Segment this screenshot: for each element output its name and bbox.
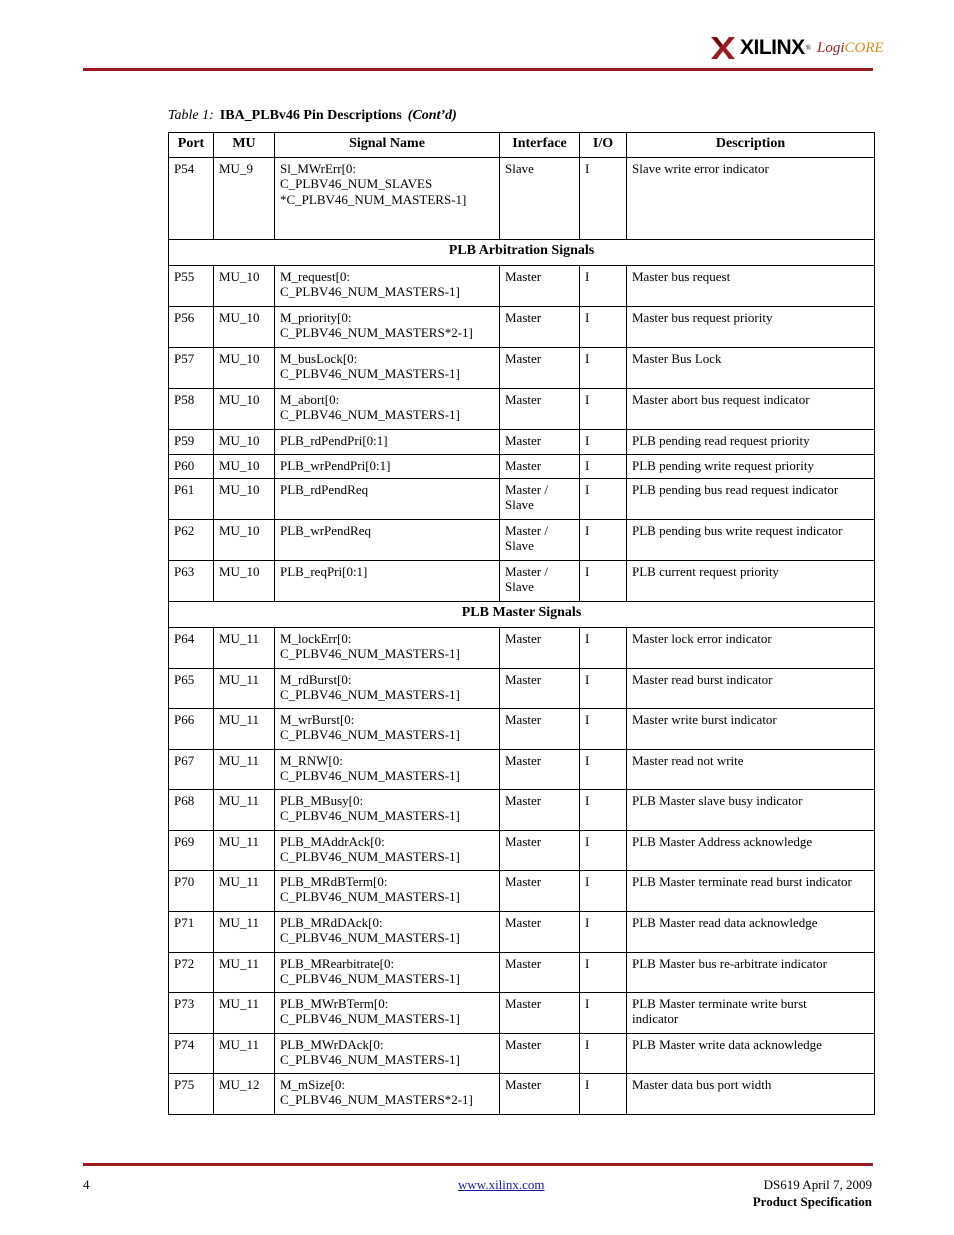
port-cell: P67 xyxy=(169,749,214,789)
port-cell: P68 xyxy=(169,789,214,830)
signal-name-cell: M_abort[0: C_PLBV46_NUM_MASTERS-1] xyxy=(275,388,500,429)
mu-cell: MU_10 xyxy=(214,388,275,429)
mu-cell: MU_11 xyxy=(214,668,275,708)
interface-cell: Master xyxy=(500,870,580,911)
description-cell: PLB Master slave busy indicator xyxy=(627,789,875,830)
description-cell: Master write burst indicator xyxy=(627,708,875,749)
table-row xyxy=(169,830,875,870)
mu-cell: MU_11 xyxy=(214,870,275,911)
port-cell: P73 xyxy=(169,992,214,1033)
description-cell: PLB pending write request priority xyxy=(627,454,875,478)
io-cell: I xyxy=(580,429,627,454)
description-cell: PLB pending bus write request indicator xyxy=(627,519,875,560)
footer-rule xyxy=(83,1163,873,1166)
interface-cell: Master xyxy=(500,952,580,992)
signal-name-cell: PLB_MAddrAck[0: C_PLBV46_NUM_MASTERS-1] xyxy=(275,830,500,870)
signal-name-cell: M_rdBurst[0: C_PLBV46_NUM_MASTERS-1] xyxy=(275,668,500,708)
io-cell: I xyxy=(580,265,627,306)
table-row xyxy=(169,952,875,992)
table-row xyxy=(169,306,875,347)
interface-cell: Master / Slave xyxy=(500,478,580,519)
io-cell: I xyxy=(580,347,627,388)
table-row xyxy=(169,870,875,911)
table-row xyxy=(169,478,875,519)
table-row xyxy=(169,560,875,601)
interface-cell: Master xyxy=(500,708,580,749)
description-cell: Slave write error indicator xyxy=(627,157,875,239)
interface-cell: Master xyxy=(500,1033,580,1073)
description-cell: Master data bus port width xyxy=(627,1073,875,1114)
interface-cell: Master xyxy=(500,789,580,830)
interface-cell: Master xyxy=(500,668,580,708)
port-cell: P54 xyxy=(169,157,214,239)
io-cell: I xyxy=(580,560,627,601)
io-cell: I xyxy=(580,157,627,239)
column-header: Signal Name xyxy=(275,133,500,158)
mu-cell: MU_11 xyxy=(214,992,275,1033)
io-cell: I xyxy=(580,454,627,478)
interface-cell: Master xyxy=(500,749,580,789)
port-cell: P56 xyxy=(169,306,214,347)
interface-cell: Master xyxy=(500,306,580,347)
signal-name-cell: M_lockErr[0: C_PLBV46_NUM_MASTERS-1] xyxy=(275,627,500,668)
table-row xyxy=(169,749,875,789)
mu-cell: MU_11 xyxy=(214,911,275,952)
mu-cell: MU_11 xyxy=(214,627,275,668)
description-cell: Master lock error indicator xyxy=(627,627,875,668)
description-cell: Master read burst indicator xyxy=(627,668,875,708)
io-cell: I xyxy=(580,789,627,830)
port-cell: P55 xyxy=(169,265,214,306)
interface-cell: Master xyxy=(500,454,580,478)
mu-cell: MU_12 xyxy=(214,1073,275,1114)
signal-name-cell: M_request[0: C_PLBV46_NUM_MASTERS-1] xyxy=(275,265,500,306)
description-cell: Master bus request priority xyxy=(627,306,875,347)
interface-cell: Master xyxy=(500,911,580,952)
mu-cell: MU_10 xyxy=(214,519,275,560)
mu-cell: MU_11 xyxy=(214,789,275,830)
document-id-date: DS619 April 7, 2009 xyxy=(763,1177,872,1192)
xilinx-logicore-logo xyxy=(710,34,884,62)
signal-name-cell: PLB_MBusy[0: C_PLBV46_NUM_MASTERS-1] xyxy=(275,789,500,830)
table-row xyxy=(169,157,875,239)
mu-cell: MU_10 xyxy=(214,429,275,454)
port-cell: P71 xyxy=(169,911,214,952)
logicore-wordmark xyxy=(817,40,884,57)
column-header: Port xyxy=(169,133,214,158)
signal-name-cell: PLB_MRdDAck[0: C_PLBV46_NUM_MASTERS-1] xyxy=(275,911,500,952)
table-title: IBA_PLBv46 Pin Descriptions xyxy=(219,108,402,123)
mu-cell: MU_11 xyxy=(214,952,275,992)
io-cell: I xyxy=(580,992,627,1033)
column-header: Description xyxy=(627,133,875,158)
column-header: MU xyxy=(214,133,275,158)
interface-cell: Master xyxy=(500,429,580,454)
table-continued: (Cont’d) xyxy=(407,108,457,123)
signal-name-cell: M_busLock[0: C_PLBV46_NUM_MASTERS-1] xyxy=(275,347,500,388)
description-cell: Master abort bus request indicator xyxy=(627,388,875,429)
description-cell: PLB pending bus read request indicator xyxy=(627,478,875,519)
signal-name-cell: PLB_MWrDAck[0: C_PLBV46_NUM_MASTERS-1] xyxy=(275,1033,500,1073)
io-cell: I xyxy=(580,749,627,789)
table-row xyxy=(169,789,875,830)
signal-name-cell: M_wrBurst[0: C_PLBV46_NUM_MASTERS-1] xyxy=(275,708,500,749)
table-row xyxy=(169,992,875,1033)
io-cell: I xyxy=(580,1073,627,1114)
section-heading: PLB Master Signals xyxy=(169,601,875,627)
interface-cell: Master xyxy=(500,388,580,429)
page-number: 4 xyxy=(83,1177,90,1192)
io-cell: I xyxy=(580,830,627,870)
port-cell: P62 xyxy=(169,519,214,560)
interface-cell: Master xyxy=(500,830,580,870)
port-cell: P64 xyxy=(169,627,214,668)
signal-name-cell: PLB_MRdBTerm[0: C_PLBV46_NUM_MASTERS-1] xyxy=(275,870,500,911)
column-header: Interface xyxy=(500,133,580,158)
io-cell: I xyxy=(580,519,627,560)
interface-cell: Master xyxy=(500,347,580,388)
logicore-suffix: CORE xyxy=(844,39,884,56)
table-row xyxy=(169,347,875,388)
signal-name-cell: M_mSize[0: C_PLBV46_NUM_MASTERS*2-1] xyxy=(275,1073,500,1114)
description-cell: PLB Master bus re-arbitrate indicator xyxy=(627,952,875,992)
signal-name-cell: PLB_MWrBTerm[0: C_PLBV46_NUM_MASTERS-1] xyxy=(275,992,500,1033)
registered-mark: ® xyxy=(805,44,812,52)
table-number: Table 1: xyxy=(168,108,214,123)
table-row xyxy=(169,388,875,429)
mu-cell: MU_11 xyxy=(214,749,275,789)
io-cell: I xyxy=(580,1033,627,1073)
brand-name: XILINX xyxy=(740,36,805,59)
description-cell: PLB Master Address acknowledge xyxy=(627,830,875,870)
io-cell: I xyxy=(580,627,627,668)
website-link[interactable]: www.xilinx.com xyxy=(458,1177,545,1192)
mu-cell: MU_10 xyxy=(214,347,275,388)
signal-name-cell: M_RNW[0: C_PLBV46_NUM_MASTERS-1] xyxy=(275,749,500,789)
interface-cell: Master / Slave xyxy=(500,560,580,601)
io-cell: I xyxy=(580,870,627,911)
header-rule xyxy=(83,68,873,71)
interface-cell: Master xyxy=(500,992,580,1033)
table-row xyxy=(169,708,875,749)
mu-cell: MU_10 xyxy=(214,560,275,601)
section-row xyxy=(169,239,875,265)
interface-cell: Master xyxy=(500,1073,580,1114)
table-row xyxy=(169,1033,875,1073)
description-cell: PLB Master read data acknowledge xyxy=(627,911,875,952)
description-cell: Master bus request xyxy=(627,265,875,306)
table-row xyxy=(169,911,875,952)
port-cell: P59 xyxy=(169,429,214,454)
io-cell: I xyxy=(580,388,627,429)
port-cell: P58 xyxy=(169,388,214,429)
table-row xyxy=(169,265,875,306)
mu-cell: MU_10 xyxy=(214,478,275,519)
table-row xyxy=(169,519,875,560)
pin-descriptions-table xyxy=(168,132,875,1115)
description-cell: PLB current request priority xyxy=(627,560,875,601)
signal-name-cell: PLB_MRearbitrate[0: C_PLBV46_NUM_MASTERS-1] xyxy=(275,952,500,992)
port-cell: P69 xyxy=(169,830,214,870)
io-cell: I xyxy=(580,478,627,519)
signal-name-cell: PLB_reqPri[0:1] xyxy=(275,560,500,601)
interface-cell: Master xyxy=(500,627,580,668)
description-cell: PLB pending read request priority xyxy=(627,429,875,454)
table-row xyxy=(169,627,875,668)
interface-cell: Slave xyxy=(500,157,580,239)
table-row xyxy=(169,454,875,478)
port-cell: P63 xyxy=(169,560,214,601)
table-header-row xyxy=(169,133,875,158)
mu-cell: MU_11 xyxy=(214,1033,275,1073)
signal-name-cell: PLB_rdPendPri[0:1] xyxy=(275,429,500,454)
port-cell: P60 xyxy=(169,454,214,478)
mu-cell: MU_9 xyxy=(214,157,275,239)
mu-cell: MU_10 xyxy=(214,265,275,306)
description-cell: PLB Master terminate write burst indicator xyxy=(627,992,875,1033)
signal-name-cell: PLB_wrPendPri[0:1] xyxy=(275,454,500,478)
table-caption xyxy=(168,108,457,124)
description-cell: Master read not write xyxy=(627,749,875,789)
column-header: I/O xyxy=(580,133,627,158)
mu-cell: MU_10 xyxy=(214,454,275,478)
description-cell: Master Bus Lock xyxy=(627,347,875,388)
description-cell: PLB Master terminate read burst indicator xyxy=(627,870,875,911)
mu-cell: MU_11 xyxy=(214,830,275,870)
table-row xyxy=(169,668,875,708)
table-row xyxy=(169,429,875,454)
io-cell: I xyxy=(580,306,627,347)
table-row xyxy=(169,1073,875,1114)
logicore-prefix: Logi xyxy=(817,39,845,56)
signal-name-cell: PLB_rdPendReq xyxy=(275,478,500,519)
signal-name-cell: Sl_MWrErr[0: C_PLBV46_NUM_SLAVES *C_PLBV46_NUM_MASTERS-1] xyxy=(275,157,500,239)
signal-name-cell: PLB_wrPendReq xyxy=(275,519,500,560)
port-cell: P66 xyxy=(169,708,214,749)
mu-cell: MU_11 xyxy=(214,708,275,749)
port-cell: P61 xyxy=(169,478,214,519)
section-heading: PLB Arbitration Signals xyxy=(169,239,875,265)
interface-cell: Master xyxy=(500,265,580,306)
port-cell: P72 xyxy=(169,952,214,992)
section-row xyxy=(169,601,875,627)
mu-cell: MU_10 xyxy=(214,306,275,347)
io-cell: I xyxy=(580,708,627,749)
port-cell: P75 xyxy=(169,1073,214,1114)
io-cell: I xyxy=(580,952,627,992)
table-body xyxy=(169,157,875,1114)
port-cell: P65 xyxy=(169,668,214,708)
xilinx-x-mark-icon xyxy=(710,36,736,60)
io-cell: I xyxy=(580,911,627,952)
io-cell: I xyxy=(580,668,627,708)
description-cell: PLB Master write data acknowledge xyxy=(627,1033,875,1073)
port-cell: P74 xyxy=(169,1033,214,1073)
interface-cell: Master / Slave xyxy=(500,519,580,560)
document-type: Product Specification xyxy=(752,1194,872,1209)
signal-name-cell: M_priority[0: C_PLBV46_NUM_MASTERS*2-1] xyxy=(275,306,500,347)
port-cell: P57 xyxy=(169,347,214,388)
port-cell: P70 xyxy=(169,870,214,911)
